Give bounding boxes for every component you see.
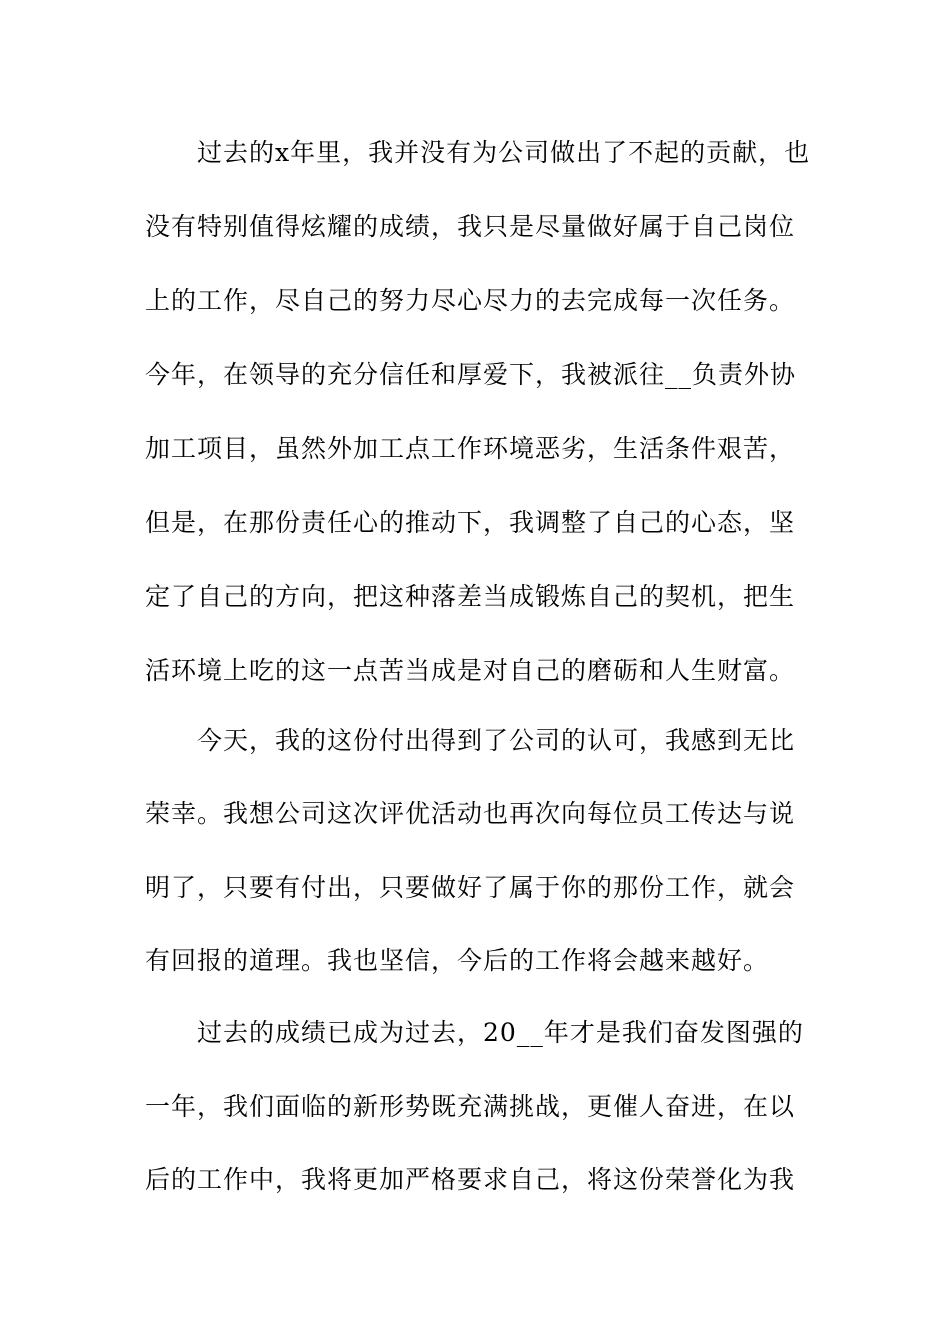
paragraph-2-line-3: 明了，只要有付出，只要做好了属于你的那份工作，就会 xyxy=(145,873,796,902)
paragraph-1-line-1: 过去的x年里，我并没有为公司做出了不起的贡献，也 xyxy=(197,138,811,167)
paragraph-1-line-5: 加工项目，虽然外加工点工作环境恶劣，生活条件艰苦， xyxy=(145,434,796,463)
paragraph-1-line-2: 没有特别值得炫耀的成绩，我只是尽量做好属于自己岗位 xyxy=(145,212,796,241)
paragraph-3-line-2: 一年，我们面临的新形势既充满挑战，更催人奋进，在以 xyxy=(145,1092,796,1121)
paragraph-1-line-6: 但是，在那份责任心的推动下，我调整了自己的心态，坚 xyxy=(145,508,796,537)
paragraph-3-line-3: 后的工作中，我将更加严格要求自己，将这份荣誉化为我 xyxy=(145,1165,796,1194)
paragraph-3-line-1: 过去的成绩已成为过去，20__年才是我们奋发图强的 xyxy=(197,1018,804,1047)
paragraph-1-line-7: 定了自己的方向，把这种落差当成锻炼自己的契机，把生 xyxy=(145,582,796,611)
paragraph-1-line-8: 活环境上吃的这一点苦当成是对自己的磨砺和人生财富。 xyxy=(145,656,796,685)
paragraph-2-line-2: 荣幸。我想公司这次评优活动也再次向每位员工传达与说 xyxy=(145,799,796,828)
paragraph-1-line-3: 上的工作，尽自己的努力尽心尽力的去完成每一次任务。 xyxy=(145,286,796,315)
paragraph-2-line-1: 今天，我的这份付出得到了公司的认可，我感到无比 xyxy=(197,726,796,755)
paragraph-2-line-4: 有回报的道理。我也坚信，今后的工作将会越来越好。 xyxy=(145,946,770,975)
paragraph-1-line-4: 今年，在领导的充分信任和厚爱下，我被派往__负责外协 xyxy=(145,360,797,389)
